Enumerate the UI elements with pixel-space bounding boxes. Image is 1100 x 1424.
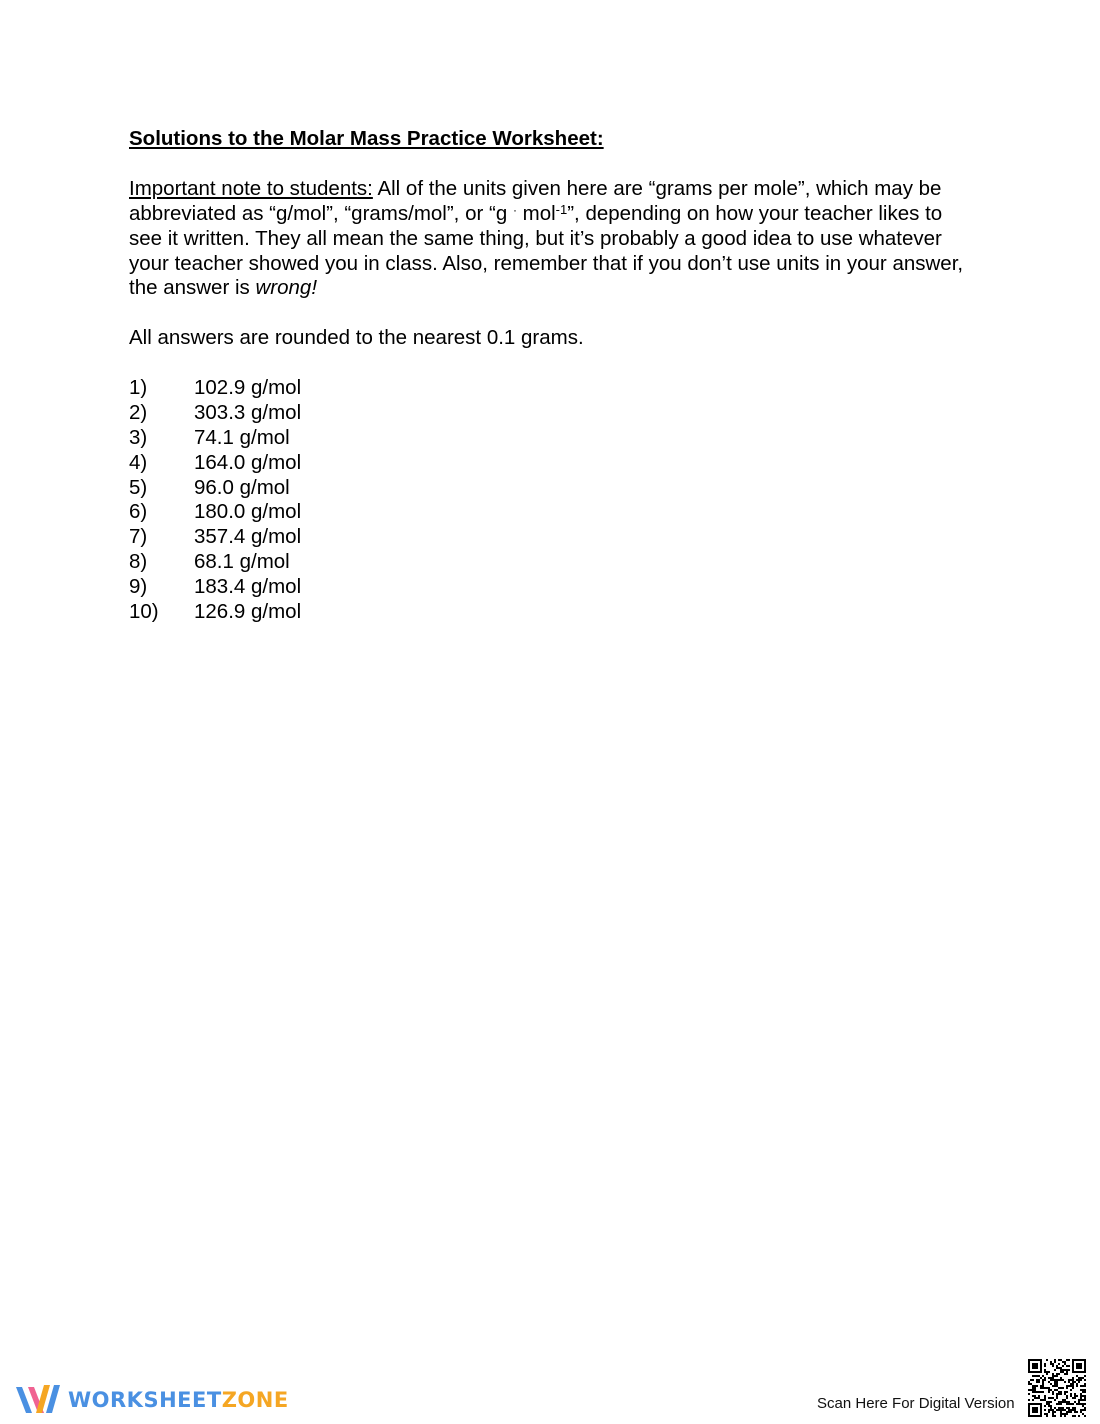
spacer — [129, 152, 979, 177]
worksheet-content — [129, 127, 979, 625]
note-dot: · — [512, 202, 517, 217]
worksheetzone-logo[interactable] — [14, 1383, 289, 1417]
answer-number: 9) — [129, 575, 148, 599]
answer-value: 183.4 g/mol — [194, 575, 302, 599]
answer-value: 96.0 g/mol — [194, 475, 290, 499]
answer-number: 10) — [129, 600, 159, 624]
list-item — [129, 550, 979, 575]
list-item — [129, 575, 979, 600]
scan-instruction: Scan Here For Digital Version — [817, 1395, 1015, 1412]
worksheetzone-logo-icon — [14, 1383, 62, 1417]
important-note — [129, 177, 979, 302]
logo-text-part1: WORKSHEET — [68, 1388, 222, 1412]
answer-number: 7) — [129, 525, 148, 549]
answer-value: 357.4 g/mol — [194, 525, 302, 549]
note-emphasis: wrong! — [255, 276, 318, 300]
answer-value: 180.0 g/mol — [194, 500, 302, 524]
answer-number: 5) — [129, 475, 148, 499]
answer-number: 6) — [129, 500, 148, 524]
note-superscript: -1 — [555, 201, 568, 217]
answer-number: 3) — [129, 425, 148, 449]
list-item — [129, 476, 979, 501]
list-item — [129, 600, 979, 625]
note-text-1: All of the units given here are “grams per mole”, which may be abbreviated as “g/mol”, “grams/mol”, or “g — [129, 176, 942, 225]
list-item — [129, 376, 979, 401]
answer-value: 68.1 g/mol — [194, 550, 290, 574]
answer-value: 164.0 g/mol — [194, 450, 302, 474]
answer-number: 4) — [129, 450, 148, 474]
answer-number: 1) — [129, 376, 148, 400]
answer-number: 2) — [129, 400, 148, 424]
logo-text — [68, 1388, 289, 1412]
answer-value: 74.1 g/mol — [194, 425, 290, 449]
rounding-note: All answers are rounded to the nearest 0.1 grams. — [129, 326, 584, 350]
logo-text-part2: ZONE — [221, 1388, 289, 1412]
note-text-3: ”, depending on how your teacher likes to see it written. They all mean the same thing, but it’s probably a good idea to use whatever your teacher showed you in class. Also, remember that if you don’t use units in your answer, the answer is — [129, 201, 964, 300]
answer-value: 102.9 g/mol — [194, 376, 302, 400]
answer-value: 126.9 g/mol — [194, 600, 302, 624]
answer-number: 8) — [129, 550, 148, 574]
list-item — [129, 500, 979, 525]
list-item — [129, 401, 979, 426]
page-title: Solutions to the Molar Mass Practice Worksheet: — [129, 127, 604, 150]
qr-code-icon[interactable] — [1028, 1359, 1086, 1417]
list-item — [129, 525, 979, 550]
answer-list — [129, 376, 979, 625]
spacer — [129, 351, 979, 376]
note-text-2: mol — [516, 201, 556, 225]
list-item — [129, 451, 979, 476]
answer-value: 303.3 g/mol — [194, 400, 302, 424]
list-item — [129, 426, 979, 451]
note-label: Important note to students: — [129, 176, 373, 200]
spacer — [129, 301, 979, 326]
